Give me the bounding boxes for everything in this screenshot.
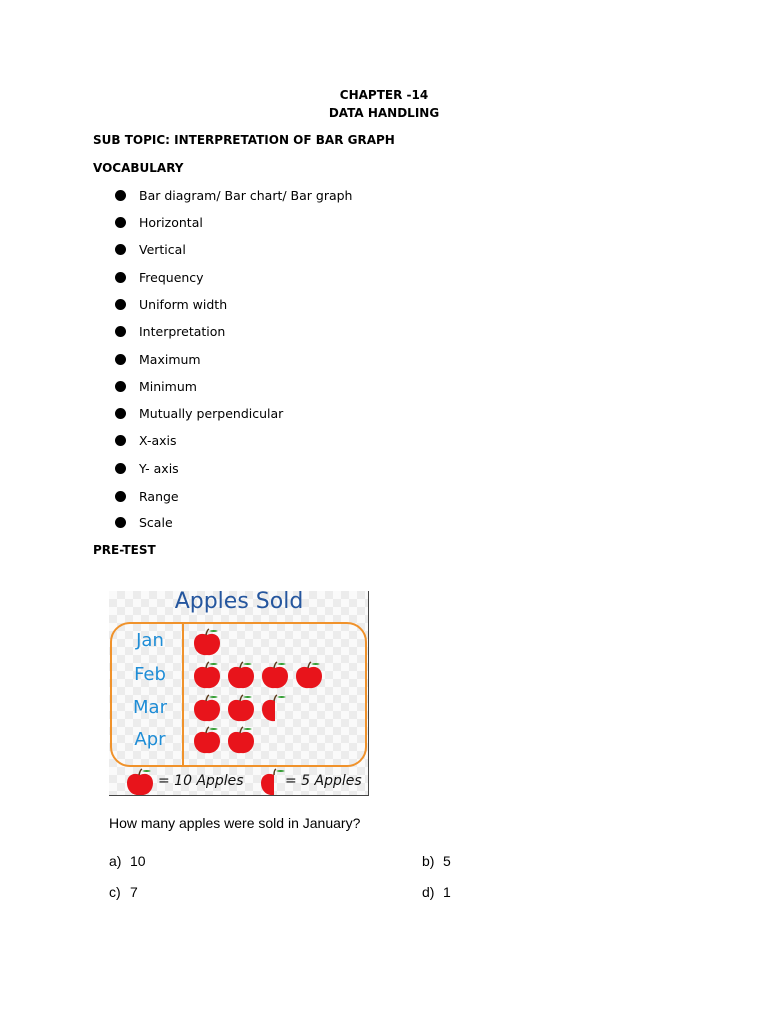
pictograph-key [109, 767, 369, 795]
pictograph-divider [182, 622, 184, 767]
apple-icon-jan [192, 629, 222, 657]
apple-icon-mar [226, 695, 256, 723]
bullet-icon [115, 244, 126, 255]
apples-pictograph [109, 591, 369, 796]
month-label-mar: Mar [133, 697, 167, 718]
question-text: How many apples were sold in January? [109, 815, 361, 831]
option-a[interactable]: a) 10 [109, 853, 146, 869]
vocab-item: Scale [115, 515, 515, 531]
bullet-icon [115, 272, 126, 283]
topic-title: DATA HANDLING [328, 106, 440, 120]
pictograph-title: Apples Sold [174, 591, 304, 614]
vocabulary-heading: VOCABULARY [93, 161, 184, 175]
bullet-icon [115, 463, 126, 474]
month-label-apr: Apr [134, 729, 166, 750]
option-b[interactable]: b) 5 [422, 853, 451, 869]
apple-icon-apr [192, 727, 222, 755]
vocab-item: Frequency [115, 270, 515, 286]
vocab-item: Mutually perpendicular [115, 406, 515, 422]
vocab-item: Maximum [115, 352, 515, 368]
bullet-icon [115, 435, 126, 446]
vocab-item: Minimum [115, 379, 515, 395]
vocab-item: Horizontal [115, 215, 515, 231]
chapter-title: CHAPTER -14 [339, 88, 429, 102]
option-d[interactable]: d) 1 [422, 884, 451, 900]
apple-icon-feb [294, 662, 324, 690]
bullet-icon [115, 326, 126, 337]
vocab-item: Y- axis [115, 461, 515, 477]
key-half-label: = 5 Apples [285, 773, 362, 789]
vocab-item: Uniform width [115, 297, 515, 313]
apple-icon-feb [260, 662, 290, 690]
bullet-icon [115, 517, 126, 528]
vocab-item: Vertical [115, 242, 515, 258]
apple-icon-apr [226, 727, 256, 755]
subtopic-heading: SUB TOPIC: INTERPRETATION OF BAR GRAPH [93, 133, 395, 147]
bullet-icon [115, 190, 126, 201]
vocab-item: Bar diagram/ Bar chart/ Bar graph [115, 188, 515, 204]
apple-icon-mar [192, 695, 222, 723]
bullet-icon [115, 491, 126, 502]
bullet-icon [115, 381, 126, 392]
pretest-heading: PRE-TEST [93, 543, 156, 557]
whole-apple-icon [125, 769, 155, 796]
bullet-icon [115, 354, 126, 365]
bullet-icon [115, 217, 126, 228]
month-label-feb: Feb [134, 664, 166, 685]
half-apple-icon-mar [260, 695, 290, 723]
option-c[interactable]: c) 7 [109, 884, 138, 900]
vocab-item: Interpretation [115, 324, 515, 340]
month-label-jan: Jan [136, 630, 164, 651]
vocab-item: Range [115, 489, 515, 505]
vocab-item: X-axis [115, 433, 515, 449]
bullet-icon [115, 299, 126, 310]
apple-icon-feb [192, 662, 222, 690]
bullet-icon [115, 408, 126, 419]
key-whole-label: = 10 Apples [158, 773, 244, 789]
apple-icon-feb [226, 662, 256, 690]
